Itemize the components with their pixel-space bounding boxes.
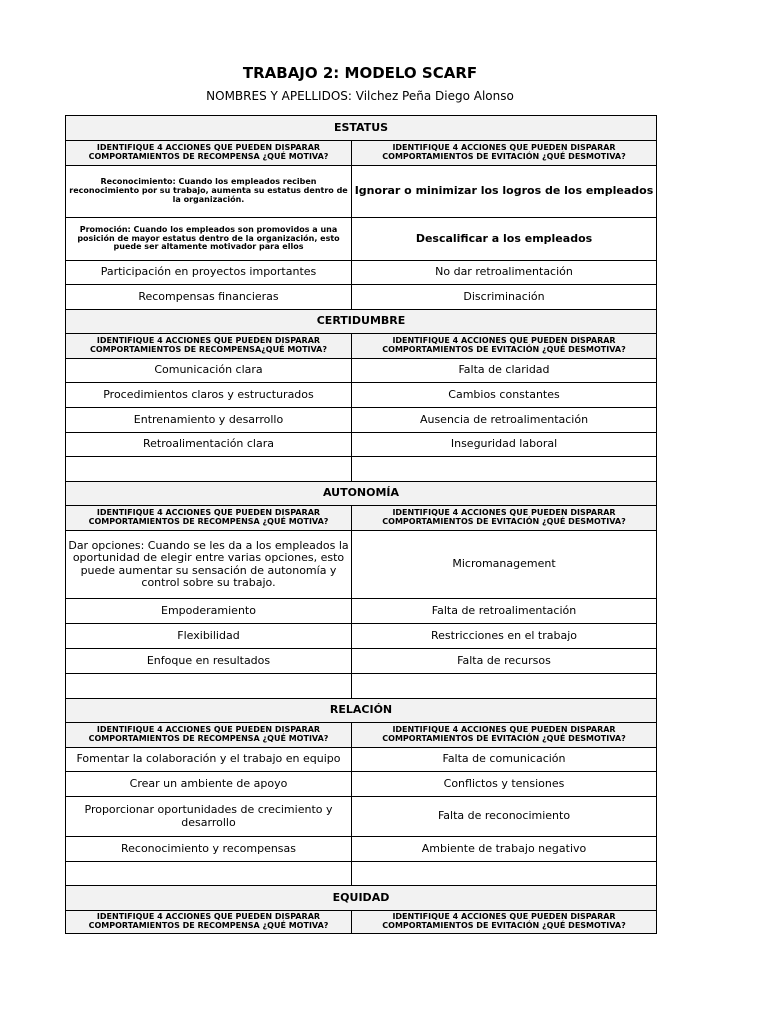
column-header-reward: IDENTIFIQUE 4 ACCIONES QUE PUEDEN DISPARAR COMPORTAMIENTOS DE RECOMPENSA ¿QUÉ MOTIVA? bbox=[66, 141, 352, 166]
avoidance-cell: Cambios constantes bbox=[352, 383, 657, 408]
empty-cell bbox=[66, 674, 352, 699]
reward-cell: Enfoque en resultados bbox=[66, 649, 352, 674]
avoidance-cell: Falta de comunicación bbox=[352, 748, 657, 772]
reward-cell: Promoción: Cuando los empleados son promovidos a una posición de mayor estatus dentro de la organización, esto puede ser altamente motivador para ellos bbox=[66, 218, 352, 261]
avoidance-cell: Ambiente de trabajo negativo bbox=[352, 837, 657, 862]
avoidance-cell: Inseguridad laboral bbox=[352, 433, 657, 457]
avoidance-cell: No dar retroalimentación bbox=[352, 261, 657, 285]
avoidance-cell: Restricciones en el trabajo bbox=[352, 624, 657, 649]
scarf-table bbox=[65, 115, 657, 934]
empty-cell bbox=[66, 862, 352, 886]
column-header-reward: IDENTIFIQUE 4 ACCIONES QUE PUEDEN DISPARAR COMPORTAMIENTOS DE RECOMPENSA ¿QUÉ MOTIVA? bbox=[66, 911, 352, 934]
column-header-avoidance: IDENTIFIQUE 4 ACCIONES QUE PUEDEN DISPARAR COMPORTAMIENTOS DE EVITACIÓN ¿QUÉ DESMOTIVA? bbox=[352, 506, 657, 531]
section-header-relacion: RELACIÓN bbox=[66, 699, 657, 723]
avoidance-cell: Falta de reconocimiento bbox=[352, 797, 657, 837]
reward-cell: Reconocimiento: Cuando los empleados reciben reconocimiento por su trabajo, aumenta su estatus dentro de la organización. bbox=[66, 166, 352, 218]
reward-cell: Flexibilidad bbox=[66, 624, 352, 649]
avoidance-cell: Micromanagement bbox=[352, 531, 657, 599]
column-header-avoidance: IDENTIFIQUE 4 ACCIONES QUE PUEDEN DISPARAR COMPORTAMIENTOS DE EVITACIÓN ¿QUÉ DESMOTIVA? bbox=[352, 911, 657, 934]
avoidance-cell: Discriminación bbox=[352, 285, 657, 310]
column-header-reward: IDENTIFIQUE 4 ACCIONES QUE PUEDEN DISPARAR COMPORTAMIENTOS DE RECOMPENSA ¿QUÉ MOTIVA? bbox=[66, 506, 352, 531]
avoidance-cell: Conflictos y tensiones bbox=[352, 772, 657, 797]
reward-cell: Reconocimiento y recompensas bbox=[66, 837, 352, 862]
reward-cell: Dar opciones: Cuando se les da a los empleados la oportunidad de elegir entre varias opciones, esto puede aumentar su sensación de autonomía y control sobre su trabajo. bbox=[66, 531, 352, 599]
avoidance-cell: Ignorar o minimizar los logros de los empleados bbox=[352, 166, 657, 218]
reward-cell: Recompensas financieras bbox=[66, 285, 352, 310]
reward-cell: Fomentar la colaboración y el trabajo en equipo bbox=[66, 748, 352, 772]
column-header-reward: IDENTIFIQUE 4 ACCIONES QUE PUEDEN DISPARAR COMPORTAMIENTOS DE RECOMPENSA¿QUÉ MOTIVA? bbox=[66, 334, 352, 359]
column-header-avoidance: IDENTIFIQUE 4 ACCIONES QUE PUEDEN DISPARAR COMPORTAMIENTOS DE EVITACIÓN ¿QUÉ DESMOTIVA? bbox=[352, 723, 657, 748]
avoidance-cell: Falta de recursos bbox=[352, 649, 657, 674]
reward-cell: Crear un ambiente de apoyo bbox=[66, 772, 352, 797]
reward-cell: Proporcionar oportunidades de crecimiento y desarrollo bbox=[66, 797, 352, 837]
reward-cell: Participación en proyectos importantes bbox=[66, 261, 352, 285]
empty-cell bbox=[352, 862, 657, 886]
avoidance-cell: Ausencia de retroalimentación bbox=[352, 408, 657, 433]
reward-cell: Retroalimentación clara bbox=[66, 433, 352, 457]
section-header-equidad: EQUIDAD bbox=[66, 886, 657, 911]
empty-cell bbox=[66, 457, 352, 482]
column-header-avoidance: IDENTIFIQUE 4 ACCIONES QUE PUEDEN DISPARAR COMPORTAMIENTOS DE EVITACIÓN ¿QUÉ DESMOTIVA? bbox=[352, 334, 657, 359]
avoidance-cell: Falta de retroalimentación bbox=[352, 599, 657, 624]
reward-cell: Empoderamiento bbox=[66, 599, 352, 624]
avoidance-cell: Falta de claridad bbox=[352, 359, 657, 383]
column-header-reward: IDENTIFIQUE 4 ACCIONES QUE PUEDEN DISPARAR COMPORTAMIENTOS DE RECOMPENSA ¿QUÉ MOTIVA? bbox=[66, 723, 352, 748]
reward-cell: Comunicación clara bbox=[66, 359, 352, 383]
page-title: TRABAJO 2: MODELO SCARF bbox=[242, 64, 478, 82]
avoidance-cell: Descalificar a los empleados bbox=[352, 218, 657, 261]
empty-cell bbox=[352, 674, 657, 699]
section-header-certidumbre: CERTIDUMBRE bbox=[66, 310, 657, 334]
column-header-avoidance: IDENTIFIQUE 4 ACCIONES QUE PUEDEN DISPARAR COMPORTAMIENTOS DE EVITACIÓN ¿QUÉ DESMOTIVA? bbox=[352, 141, 657, 166]
student-name: NOMBRES Y APELLIDOS: Vilchez Peña Diego Alonso bbox=[206, 89, 514, 103]
empty-cell bbox=[352, 457, 657, 482]
section-header-autonomia: AUTONOMÍA bbox=[66, 482, 657, 506]
reward-cell: Entrenamiento y desarrollo bbox=[66, 408, 352, 433]
reward-cell: Procedimientos claros y estructurados bbox=[66, 383, 352, 408]
section-header-estatus: ESTATUS bbox=[66, 116, 657, 141]
